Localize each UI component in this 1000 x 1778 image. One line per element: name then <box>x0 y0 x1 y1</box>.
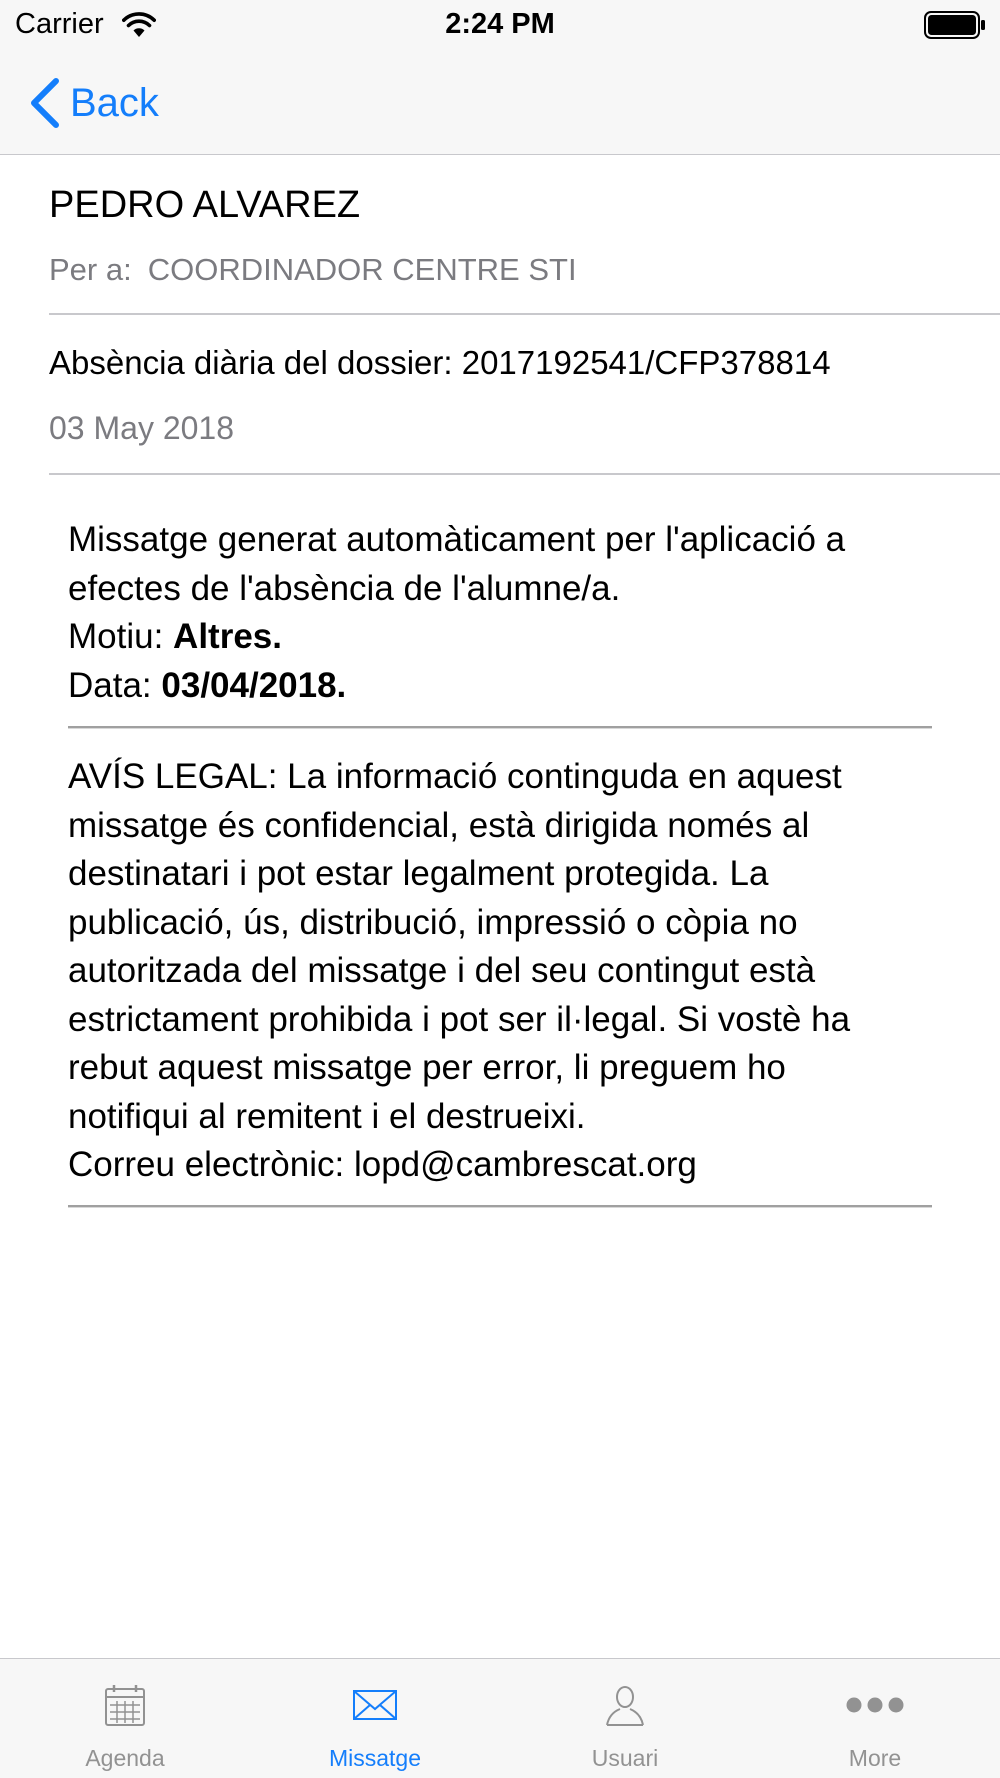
envelope-icon <box>351 1681 399 1729</box>
subject-divider <box>49 473 1000 475</box>
legal-line: rebut aquest missatge per error, li preguem ho <box>68 1048 786 1087</box>
tab-label: Missatge <box>328 1745 422 1771</box>
tab-label: More <box>848 1745 902 1771</box>
reason-label: Motiu: <box>68 617 164 656</box>
chevron-left-icon <box>28 75 62 131</box>
body-line: Missatge generat automàticament per l'aplicació a <box>68 520 846 559</box>
message-date: 03 May 2018 <box>49 410 235 446</box>
body-divider <box>68 726 932 729</box>
tab-agenda[interactable] <box>0 1659 250 1778</box>
carrier-name: Carrier <box>15 8 104 40</box>
header-divider <box>49 313 1000 315</box>
legal-line: notifiqui al remitent i el destrueixi. <box>68 1096 586 1136</box>
legal-divider <box>68 1205 932 1208</box>
tab-usuari[interactable] <box>500 1659 750 1778</box>
legal-line: publicació, ús, distribució, impressió o còpia no <box>68 902 798 942</box>
message-subject: Absència diària del dossier: 2017192541/CFP378814 <box>49 344 831 381</box>
recipient-label: Per a: <box>49 252 132 287</box>
back-label: Back <box>70 80 159 125</box>
absence-date-label: Data: <box>68 665 152 705</box>
back-button[interactable] <box>28 75 159 131</box>
reason-value: Altres. <box>173 617 282 656</box>
absence-date-value: 03/04/2018. <box>161 665 347 705</box>
legal-line: autoritzada del missatge i del seu contingut està <box>68 951 816 990</box>
reason-line <box>68 613 934 662</box>
legal-line: missatge és confidencial, està dirigida només al <box>68 805 810 845</box>
legal-email-line[interactable]: Correu electrònic: lopd@cambrescat.org <box>68 1145 697 1184</box>
legal-line: AVÍS LEGAL: La informació continguda en aquest <box>68 757 842 796</box>
message-content[interactable] <box>0 156 1000 1658</box>
legal-line: estrictament prohibida i pot ser il·legal. Si vostè ha <box>68 999 851 1039</box>
body-line: efectes de l'absència de l'alumne/a. <box>68 568 621 608</box>
recipient-name: COORDINADOR CENTRE STI <box>147 252 577 287</box>
more-icon <box>845 1681 905 1729</box>
message-body <box>68 516 934 710</box>
legal-line: destinatari i pot estar legalment protegida. La <box>68 854 769 893</box>
tab-missatge[interactable] <box>250 1659 500 1778</box>
sender-name: PEDRO ALVAREZ <box>49 184 361 226</box>
tab-label: Usuari <box>591 1745 659 1771</box>
legal-notice <box>68 753 934 1190</box>
tab-label: Agenda <box>85 1745 165 1771</box>
status-bar <box>0 0 1000 50</box>
calendar-icon <box>101 1681 149 1729</box>
tab-bar <box>0 1658 1000 1778</box>
tab-more[interactable] <box>750 1659 1000 1778</box>
navigation-bar <box>0 50 1000 155</box>
date-line <box>68 662 934 711</box>
status-time: 2:24 PM <box>445 8 555 40</box>
battery-icon <box>924 10 986 40</box>
recipient-row <box>49 252 577 288</box>
user-icon <box>601 1681 649 1729</box>
